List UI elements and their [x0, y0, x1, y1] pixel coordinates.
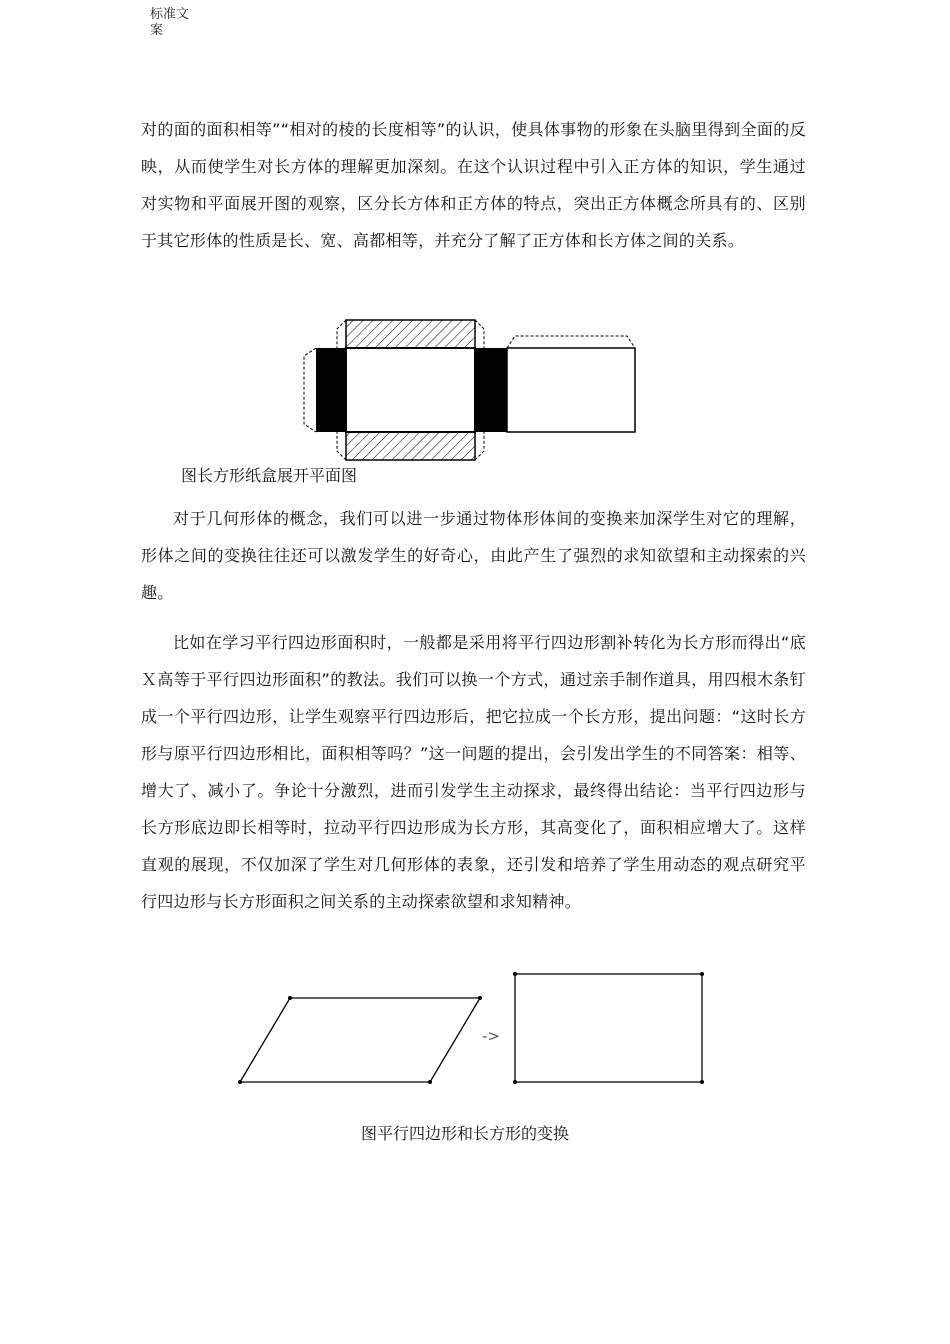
rectangle-vertex: [513, 972, 517, 976]
parallelogram-vertex: [478, 996, 482, 1000]
back-flap-top: [507, 336, 635, 348]
bottom-flap-right: [475, 432, 484, 460]
top-face-hatched: [346, 320, 475, 348]
rectangle-vertex: [700, 972, 704, 976]
parallelogram-vertex: [288, 996, 292, 1000]
top-flap-right: [475, 320, 484, 348]
header-line-1: 标准文: [150, 7, 190, 22]
paragraph-shape-transformation: 对于几何形体的概念，我们可以进一步通过物体形体间的变换来加深学生对它的理解，形体之间的变换往往还可以激发学生的好奇心，由此产生了强烈的求知欲望和主动探索的兴趣。: [141, 509, 806, 602]
parallelogram-vertex: [428, 1080, 432, 1084]
right-side-black: [475, 348, 507, 432]
bottom-face-hatched: [346, 432, 475, 460]
paragraph-parallelogram-area: 比如在学习平行四边形面积时，一般都是采用将平行四边形割补转化为长方形而得出“底Ｘ高等于平行四边形面积”的教法。我们可以换一个方式，通过亲手制作道具，用四根木条钉成一个平行四边形，让学生观察平行四边形后，把它拉成一个长方形，提出问题：“这时长方形与原平行四边形相比，面积相等吗？”这一问题的提出，会引发出学生的不同答案：相等、增大了、减小了。争论十分激烈，进而引发学生主动探求，最终得出结论：当平行四边形与长方形底边即长相等时，拉动平行四边形成为长方形，其高变化了，面积相应增大了。这样直观的展现，不仅加深了学生对几何形体的表象，还引发和培养了学生用动态的观点研究平行四边形与长方形面积之间关系的主动探索欲望和求知精神。: [141, 633, 806, 911]
bottom-flap-left: [337, 432, 346, 460]
front-face: [346, 348, 475, 432]
rectangle-vertex: [700, 1080, 704, 1084]
transform-caption: 图平行四边形和长方形的变换: [361, 1124, 570, 1143]
top-flap-left: [337, 320, 346, 348]
paragraph-cuboid-understanding: 对的面的面积相等”“相对的棱的长度相等”的认识，使具体事物的形象在头脑里得到全面的反映，从而使学生对长方体的理解更加深刻。在这个认识过程中引入正方体的知识，学生通过对实物和平面展开图的观察，区分长方体和正方体的特点，突出正方体概念所具有的、区别于其它形体的性质是长、宽、高都相等，并充分了解了正方体和长方体之间的关系。: [141, 120, 806, 250]
parallelogram-transform-diagram: [236, 968, 716, 1093]
rectangle: [515, 974, 702, 1082]
box-net-caption: 图长方形纸盒展开平面图: [181, 466, 358, 485]
parallelogram-vertex: [238, 1080, 242, 1084]
left-side-black: [316, 348, 346, 432]
box-net-diagram: [300, 318, 640, 468]
header-line-2: 案: [150, 23, 164, 38]
parallelogram: [240, 998, 480, 1082]
back-face: [507, 348, 635, 432]
page-header: [150, 7, 210, 39]
rectangle-vertex: [513, 1080, 517, 1084]
transform-arrow: ->: [482, 1027, 500, 1045]
left-flap: [304, 348, 316, 432]
